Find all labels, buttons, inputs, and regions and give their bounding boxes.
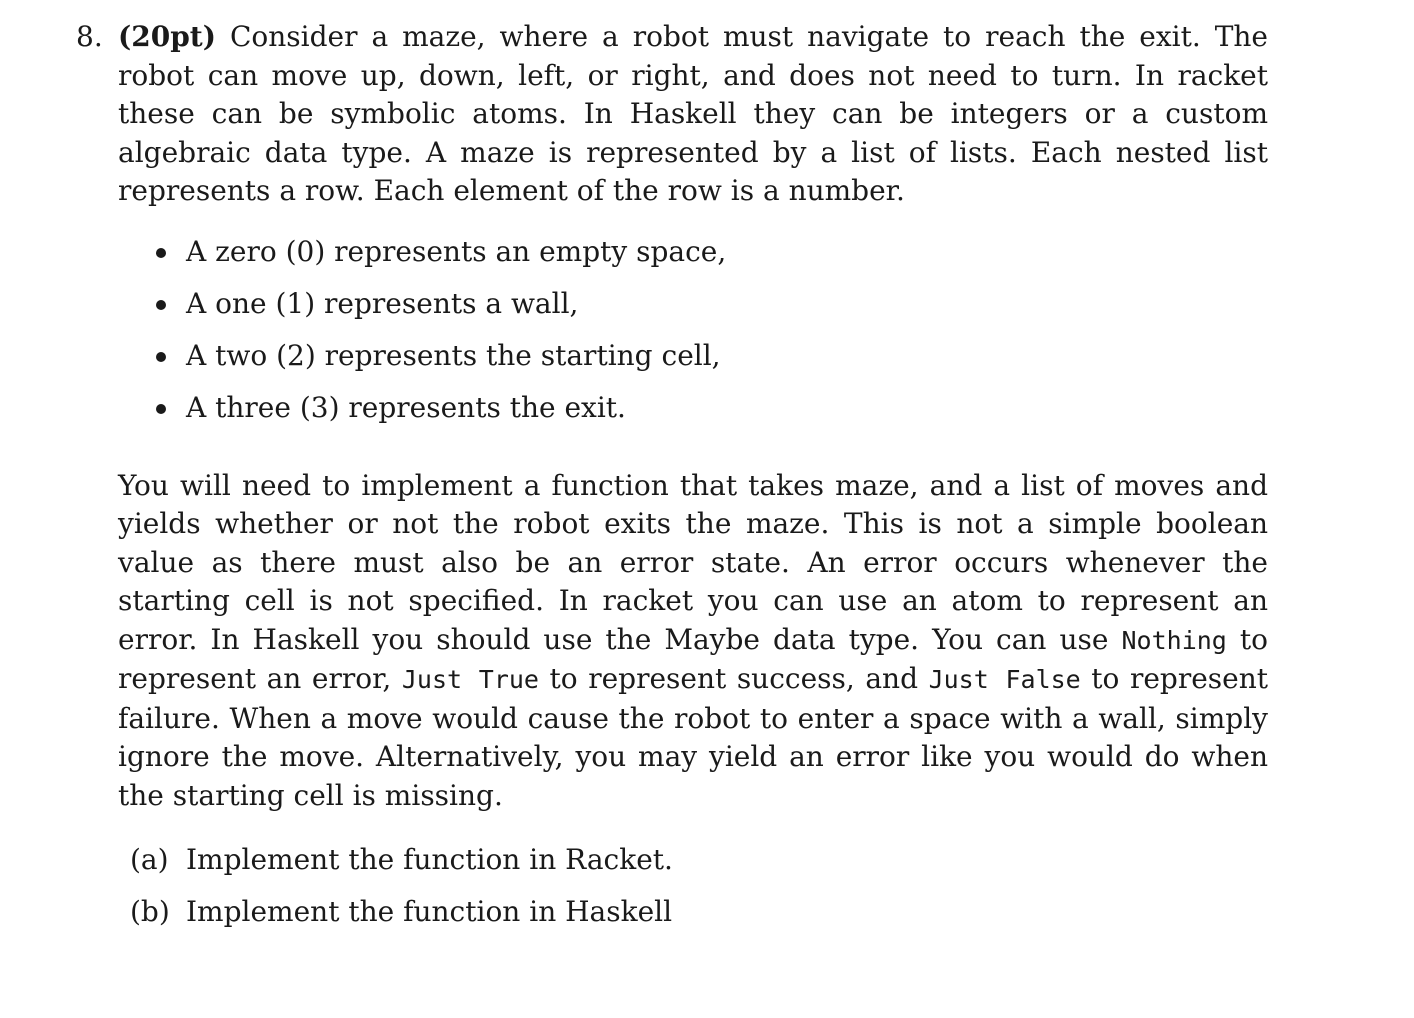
code-just-false: Just False bbox=[928, 665, 1081, 694]
subpart-b bbox=[118, 893, 1268, 945]
list-item bbox=[118, 337, 1268, 389]
problem-number: 8. bbox=[76, 20, 103, 53]
list-item bbox=[118, 285, 1268, 337]
list-item-text: A zero (0) represents an empty space, bbox=[186, 234, 727, 268]
list-item-text: A one (1) represents a wall, bbox=[186, 286, 579, 320]
list-item bbox=[118, 389, 1268, 441]
description-text: You will need to implement a function that takes maze, and a list of moves and yields whether or not the robot exits the maze. This is not a simple boolean value as there must also be an error state. An error occurs whenever the starting cell is not specified. In racket you can use an atom to represent an error. In Haskell you should use the Maybe data type. You can use bbox=[118, 468, 1268, 656]
list-item-text: A three (3) represents the exit. bbox=[186, 390, 626, 424]
code-just-true: Just True bbox=[401, 665, 539, 694]
subpart-text: Implement the function in Racket. bbox=[186, 843, 673, 876]
maze-legend-list bbox=[118, 233, 1268, 441]
description-text: to represent failure. When a move would cause the robot to enter a space with a wall, simply ignore the move. Alternatively, you may yield an error like you would do when the starting cell is missing. bbox=[118, 662, 1269, 812]
bullet-icon bbox=[156, 248, 166, 258]
problem-intro bbox=[118, 18, 1268, 211]
list-item-text: A two (2) represents the starting cell, bbox=[186, 338, 721, 372]
subpart-a bbox=[118, 841, 1268, 893]
problem-8 bbox=[76, 18, 1268, 945]
description-text: to represent success, and bbox=[538, 662, 929, 695]
subparts-list bbox=[118, 841, 1268, 945]
intro-text: Consider a maze, where a robot must navigate to reach the exit. The robot can move up, down, left, or right, and does not need to turn. In racket these can be symbolic atoms. In Haskell they can be integers or a custom algebraic data type. A maze is represented by a list of lists. Each nested list represents a row. Each element of the row is a number. bbox=[118, 20, 1268, 207]
subpart-label: (a) bbox=[130, 843, 169, 876]
points-label: (20pt) bbox=[118, 20, 216, 53]
subpart-text: Implement the function in Haskell bbox=[186, 895, 673, 928]
bullet-icon bbox=[156, 352, 166, 362]
bullet-icon bbox=[156, 404, 166, 414]
problem-description bbox=[118, 467, 1268, 816]
list-item bbox=[118, 233, 1268, 285]
problem-body bbox=[118, 18, 1268, 945]
description-text: to represent an error, bbox=[118, 622, 1268, 695]
code-nothing: Nothing bbox=[1121, 625, 1227, 655]
bullet-icon bbox=[156, 300, 166, 310]
subpart-label: (b) bbox=[130, 895, 170, 928]
